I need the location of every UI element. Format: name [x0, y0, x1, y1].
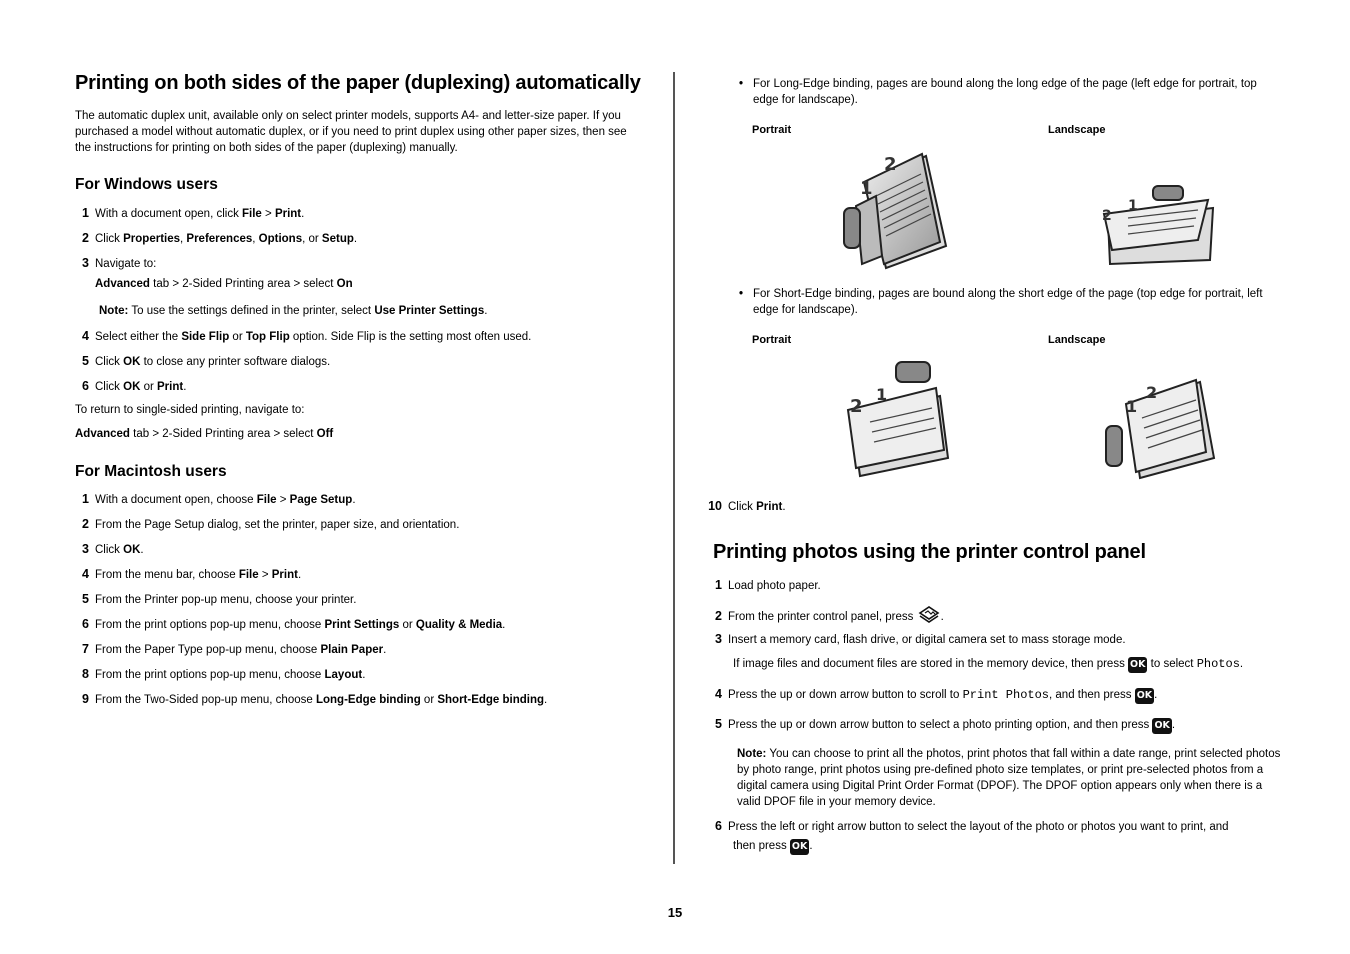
photo-step-1: 1 Load photo paper. [715, 578, 821, 592]
section-title-photos: Printing photos using the printer control panel [713, 541, 1146, 563]
photo-step-5: 5 Press the up or down arrow button to select a photo printing option, and then press OK . [708, 716, 1175, 734]
svg-text:1: 1 [860, 178, 873, 199]
photo-step-4: 4 Press the up or down arrow button to scroll to Print Photos, and then press OK . [715, 687, 1158, 702]
photo-step-2: 2 From the printer control panel, press . [708, 604, 944, 625]
intro-paragraph: The automatic duplex unit, available only on select printer models, supports A4- and letter-size paper. If you purchased a model without automatic duplex, or if you need to print duplex using other paper sizes, then see the instructions for printing on both sides of the paper (duplexing) manually. [75, 110, 627, 154]
svg-text:2: 2 [1146, 383, 1158, 402]
photo-card-icon [917, 604, 941, 624]
svg-text:2: 2 [850, 396, 863, 417]
windows-step-3-nav: Advanced tab > 2-Sided Printing area > select On [95, 278, 353, 290]
mac-heading: For Macintosh users [75, 463, 227, 480]
ok-button-icon: OK [1152, 718, 1171, 734]
bullet-long-edge: • For Long-Edge binding, pages are bound along the long edge of the page (left edge for portrait, top edge for landscape). [739, 78, 1257, 106]
windows-step-5: 5 Click OK to close any printer software dialogs. [82, 354, 331, 368]
mac-step-9: 9 From the Two-Sided pop-up menu, choose Long-Edge binding or Short-Edge binding. [82, 692, 548, 706]
mac-step-4: 4 From the menu bar, choose File > Print. [82, 567, 302, 581]
photo-step-3-detail: If image files and document files are stored in the memory device, then press OK to select Photos. [733, 657, 1244, 671]
mac-step-5: 5 From the Printer pop-up menu, choose your printer. [82, 592, 357, 606]
photo-step-6-cont: then press OK . [733, 838, 813, 855]
mac-step-8: 8 From the print options pop-up menu, choose Layout. [82, 667, 366, 681]
page-number: 15 [667, 905, 683, 920]
windows-note: Note: To use the settings defined in the printer, select Use Printer Settings. [99, 305, 488, 317]
photo-note: Note: You can choose to print all the photos, print photos that fall within a date range, print selected photos by photo range, print photos using pre-defined photo size templates, or print pre-selected photos from a digital camera using Digital Print Order Format (DPOF). The DPOF option appears only when there is a valid DPOF file in your memory device. [737, 748, 1281, 808]
label-landscape-1: Landscape [1048, 124, 1106, 136]
section-title-duplex: Printing on both sides of the paper (duplexing) automatically [75, 72, 641, 94]
svg-text:1: 1 [1126, 397, 1138, 416]
windows-step-3: 3 Navigate to: [82, 256, 157, 270]
return-text: To return to single-sided printing, navigate to: [75, 404, 305, 416]
svg-text:2: 2 [884, 154, 897, 175]
windows-step-6: 6 Click OK or Print. [82, 379, 187, 393]
ok-button-icon: OK [1135, 688, 1154, 704]
bound-pages-illustration-short-landscape [1100, 378, 1218, 482]
label-portrait-1: Portrait [752, 124, 792, 136]
svg-text:1: 1 [1128, 198, 1138, 214]
bullet-short-edge: • For Short-Edge binding, pages are bound along the short edge of the page (top edge for portrait, left edge for landscape). [739, 288, 1263, 316]
mac-step-7: 7 From the Paper Type pop-up menu, choose Plain Paper. [82, 642, 387, 656]
label-landscape-2: Landscape [1048, 334, 1106, 346]
photo-step-3: 3 Insert a memory card, flash drive, or digital camera set to mass storage mode. [715, 632, 1126, 646]
ok-button-icon: OK [1128, 657, 1147, 673]
mac-step-6: 6 From the print options pop-up menu, choose Print Settings or Quality & Media. [82, 617, 506, 631]
mac-step-3: 3 Click OK. [82, 542, 144, 556]
windows-step-2: 2 Click Properties, Preferences, Options, or Setup. [82, 231, 358, 245]
label-portrait-2: Portrait [752, 334, 792, 346]
svg-text:1: 1 [876, 385, 888, 404]
mac-step-1: 1 With a document open, choose File > Page Setup. [82, 492, 356, 506]
photo-step-6: 6 Press the left or right arrow button to select the layout of the photo or photos you want to print, and [715, 819, 1229, 833]
bound-pages-illustration-long-portrait [836, 146, 956, 272]
mac-step-2: 2 From the Page Setup dialog, set the printer, paper size, and orientation. [82, 517, 460, 531]
column-divider [673, 72, 675, 864]
bound-pages-illustration-short-portrait [840, 358, 955, 480]
bound-pages-illustration-long-landscape [1098, 180, 1223, 272]
windows-step-1: 1 With a document open, click File > Print. [82, 206, 305, 220]
step-10: 10 Click Print. [708, 499, 786, 513]
ok-button-icon: OK [790, 839, 809, 855]
return-nav: Advanced tab > 2-Sided Printing area > select Off [75, 428, 334, 440]
windows-step-4: 4 Select either the Side Flip or Top Flip option. Side Flip is the setting most often used. [82, 329, 532, 343]
svg-text:2: 2 [1102, 208, 1112, 224]
windows-heading: For Windows users [75, 176, 218, 193]
